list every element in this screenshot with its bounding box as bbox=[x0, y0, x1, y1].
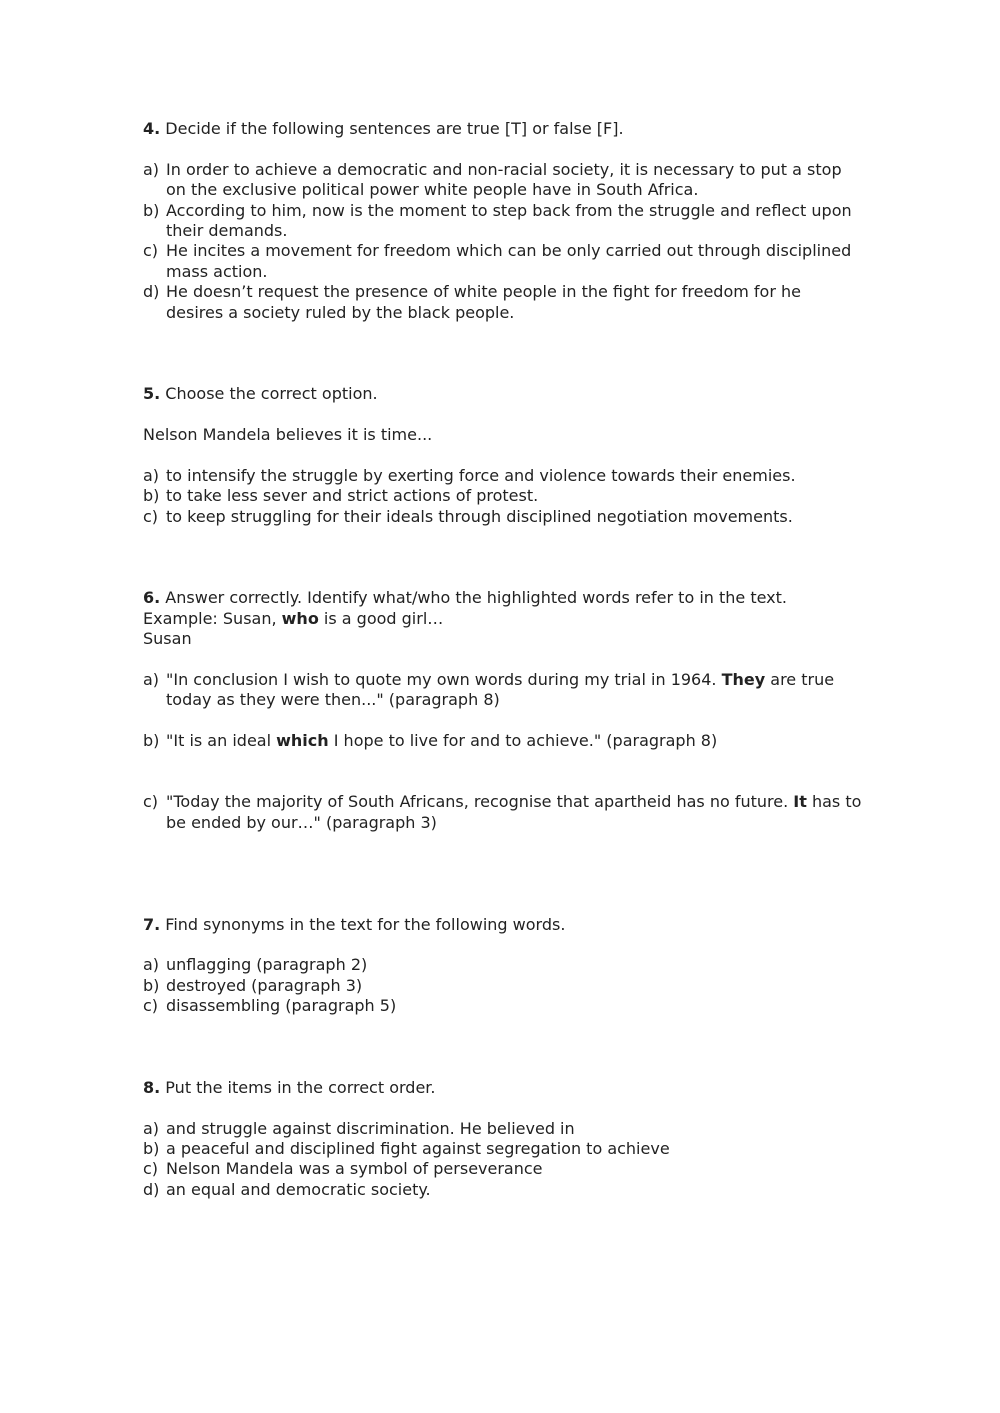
q4-item-c-label: c) bbox=[143, 241, 159, 261]
q7-item-c bbox=[143, 996, 863, 1016]
q7-heading bbox=[143, 915, 863, 935]
q8-item-d-text: an equal and democratic society. bbox=[166, 1179, 431, 1199]
q6-item-a-before: "In conclusion I wish to quote my own words during my trial in 1964. bbox=[166, 669, 722, 689]
q6-instruction: Answer correctly. Identify what/who the highlighted words refer to in the text. bbox=[160, 588, 787, 608]
q8-number: 8. bbox=[143, 1077, 161, 1097]
q6-item-a-after: are true today as they were then..." (paragraph 8) bbox=[166, 669, 835, 710]
q7-item-c-text: disassembling (paragraph 5) bbox=[166, 996, 397, 1016]
q8-item-a-label: a) bbox=[143, 1118, 160, 1138]
q6-example-prefix: Example: Susan, bbox=[143, 608, 282, 628]
q4-item-d-label: d) bbox=[143, 282, 160, 302]
q5-prompt: Nelson Mandela believes it is time... bbox=[143, 425, 433, 445]
q4-item-d-text: He doesn’t request the presence of white people in the fight for freedom for he desires a society ruled by the black people. bbox=[166, 282, 801, 322]
q8-item-b-label: b) bbox=[143, 1138, 160, 1158]
q4-item-b-label: b) bbox=[143, 200, 160, 220]
q4-item-d bbox=[143, 282, 863, 323]
worksheet-page bbox=[143, 119, 863, 1200]
q5-item-c-label: c) bbox=[143, 506, 159, 526]
q7-item-c-label: c) bbox=[143, 996, 159, 1016]
q5-item-a-text: to intensify the struggle by exerting force and violence towards their enemies. bbox=[166, 465, 796, 485]
q6-item-b bbox=[143, 731, 863, 751]
q7-item-b-text: destroyed (paragraph 3) bbox=[166, 975, 363, 995]
q5-instruction: Choose the correct option. bbox=[160, 384, 378, 404]
q6-item-b-after: I hope to live for and to achieve." (paragraph 8) bbox=[328, 731, 718, 751]
q6-item-b-label: b) bbox=[143, 731, 160, 751]
q8-item-a-text: and struggle against discrimination. He believed in bbox=[166, 1118, 575, 1138]
q4-item-c-text: He incites a movement for freedom which can be only carried out through disciplined mass action. bbox=[166, 241, 852, 281]
q4-item-a-label: a) bbox=[143, 159, 160, 179]
q6-example-suffix: is a good girl… bbox=[318, 608, 444, 628]
q4-instruction: Decide if the following sentences are true [T] or false [F]. bbox=[160, 119, 624, 138]
q4-item-c bbox=[143, 241, 863, 282]
q6-item-c bbox=[143, 792, 863, 833]
q8-item-b bbox=[143, 1139, 863, 1159]
q6-item-a-bold: They bbox=[721, 669, 766, 689]
q5-item-c-text: to keep struggling for their ideals through disciplined negotiation movements. bbox=[166, 506, 793, 526]
q8-item-c bbox=[143, 1159, 863, 1179]
q6-item-c-bold: It bbox=[793, 792, 807, 812]
q6-item-b-text bbox=[166, 731, 863, 751]
q6-item-a-label: a) bbox=[143, 669, 160, 689]
q8-item-c-label: c) bbox=[143, 1159, 159, 1179]
q5-number: 5. bbox=[143, 384, 161, 404]
q5-heading bbox=[143, 384, 863, 404]
q5-item-a-label: a) bbox=[143, 465, 160, 485]
q6-example-answer: Susan bbox=[143, 629, 192, 649]
q5-item-b-text: to take less sever and strict actions of protest. bbox=[166, 486, 539, 506]
q7-number: 7. bbox=[143, 914, 161, 934]
q4-item-b-text: According to him, now is the moment to step back from the struggle and reflect upon their demands. bbox=[166, 200, 852, 241]
q7-item-a-text: unflagging (paragraph 2) bbox=[166, 955, 368, 975]
q4-item-a bbox=[143, 160, 863, 201]
q7-item-b bbox=[143, 976, 863, 996]
q8-item-a bbox=[143, 1119, 863, 1139]
q6-item-c-after: has to be ended by our…" (paragraph 3) bbox=[166, 792, 862, 832]
q5-item-b bbox=[143, 486, 863, 506]
q7-item-a bbox=[143, 955, 863, 975]
q7-item-b-label: b) bbox=[143, 975, 160, 995]
q4-item-a-text: In order to achieve a democratic and non-racial society, it is necessary to put a stop on the exclusive political power white people have in South Africa. bbox=[166, 159, 842, 200]
q8-item-c-text: Nelson Mandela was a symbol of perseverance bbox=[166, 1159, 543, 1179]
q5-item-b-label: b) bbox=[143, 486, 160, 506]
q8-heading bbox=[143, 1078, 863, 1098]
q4-item-b bbox=[143, 201, 863, 242]
q6-item-b-before: "It is an ideal bbox=[166, 731, 277, 751]
q8-instruction: Put the items in the correct order. bbox=[160, 1077, 436, 1097]
q6-item-a bbox=[143, 670, 863, 711]
q5-item-a bbox=[143, 466, 863, 486]
q6-item-c-before: "Today the majority of South Africans, recognise that apartheid has no future. bbox=[166, 792, 794, 812]
q6-item-a-text bbox=[166, 670, 863, 711]
q6-item-b-bold: which bbox=[276, 731, 329, 751]
q6-item-c-text bbox=[166, 792, 863, 833]
q4-heading bbox=[143, 119, 863, 139]
q6-heading bbox=[143, 588, 863, 608]
q6-example bbox=[143, 609, 863, 629]
q7-item-a-label: a) bbox=[143, 955, 160, 975]
q6-item-c-label: c) bbox=[143, 792, 159, 812]
q4-number: 4. bbox=[143, 119, 161, 138]
q6-example-bold: who bbox=[281, 608, 319, 628]
q8-item-d bbox=[143, 1180, 863, 1200]
q7-instruction: Find synonyms in the text for the following words. bbox=[160, 914, 566, 934]
q8-item-d-label: d) bbox=[143, 1179, 160, 1199]
q8-item-b-text: a peaceful and disciplined fight against segregation to achieve bbox=[166, 1138, 670, 1158]
q5-item-c bbox=[143, 507, 863, 527]
q6-number: 6. bbox=[143, 588, 161, 608]
